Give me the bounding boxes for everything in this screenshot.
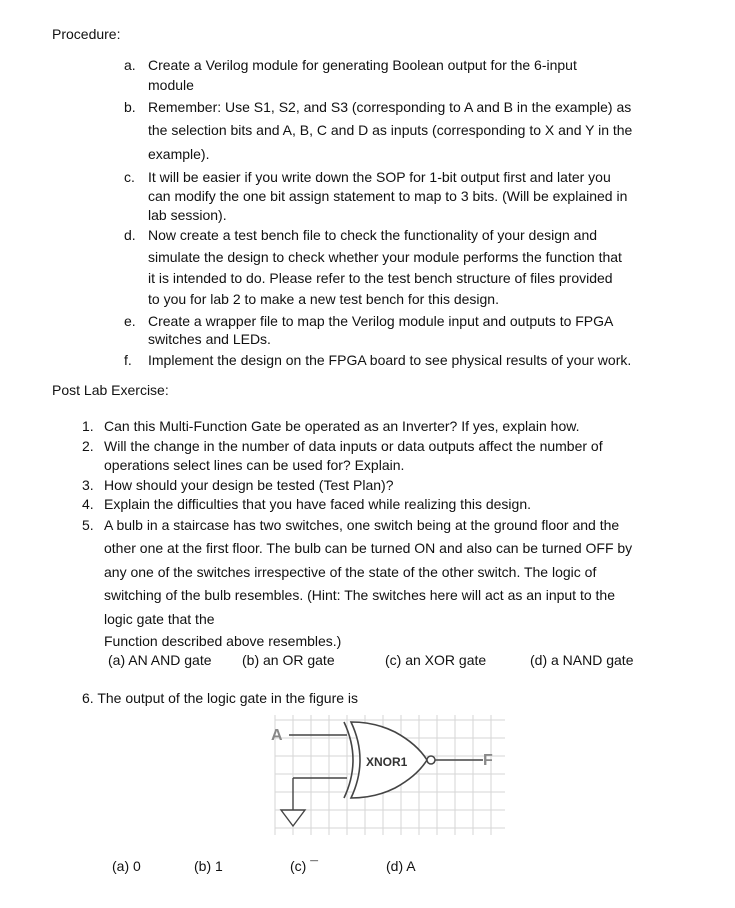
procedure-item-d-line-1: Now create a test bench file to check the functionality of your design and bbox=[148, 227, 598, 243]
procedure-item-a-marker: a. bbox=[124, 57, 136, 73]
post-lab-item-3-marker: 3. bbox=[82, 477, 94, 493]
q5-option-b: (b) an OR gate bbox=[242, 652, 335, 668]
post-lab-item-5-line-3: any one of the switches irrespective of the state of the other switch. The logic of bbox=[104, 564, 597, 580]
procedure-item-e-line-2: switches and LEDs. bbox=[148, 331, 271, 347]
procedure-item-b-marker: b. bbox=[124, 99, 136, 115]
procedure-item-c-marker: c. bbox=[124, 169, 135, 185]
procedure-item-b-line-3: example). bbox=[148, 146, 210, 162]
procedure-item-c-line-3: lab session). bbox=[148, 207, 227, 223]
q6-text: 6. The output of the logic gate in the figure is bbox=[82, 690, 359, 706]
procedure-item-b-line-2: the selection bits and A, B, C and D as inputs (corresponding to X and Y in the bbox=[148, 122, 633, 138]
post-lab-item-2-marker: 2. bbox=[82, 438, 94, 454]
procedure-item-d-line-3: it is intended to do. Please refer to the test bench structure of files provided bbox=[148, 270, 613, 286]
post-lab-item-4-line-1: Explain the difficulties that you have faced while realizing this design. bbox=[104, 496, 531, 512]
post-lab-item-4-marker: 4. bbox=[82, 496, 94, 512]
procedure-item-c-line-2: can modify the one bit assign statement to map to 3 bits. (Will be explained in bbox=[148, 188, 628, 204]
xnor-gate-figure bbox=[265, 710, 515, 840]
post-lab-item-5-line-5: logic gate that the bbox=[104, 611, 215, 627]
post-lab-item-2-line-2: operations select lines can be used for? Explain. bbox=[104, 457, 405, 473]
procedure-item-f-line-1: Implement the design on the FPGA board to see physical results of your work. bbox=[148, 352, 632, 368]
procedure-heading: Procedure: bbox=[52, 26, 121, 42]
procedure-item-e-line-1: Create a wrapper file to map the Verilog module input and outputs to FPGA bbox=[148, 313, 614, 329]
procedure-item-d-line-2: simulate the design to check whether your module performs the function that bbox=[148, 249, 622, 265]
xnor-gate-bubble bbox=[427, 756, 435, 764]
post-lab-heading: Post Lab Exercise: bbox=[52, 382, 169, 398]
post-lab-item-5-line-1: A bulb in a staircase has two switches, one switch being at the ground floor and the bbox=[104, 517, 620, 533]
procedure-item-a-line-1: Create a Verilog module for generating Boolean output for the 6-input bbox=[148, 57, 577, 73]
post-lab-item-2-line-1: Will the change in the number of data inputs or data outputs affect the number of bbox=[104, 438, 603, 454]
procedure-item-a-line-2: module bbox=[148, 77, 194, 93]
post-lab-item-5-line-2: other one at the first floor. The bulb can be turned ON and also can be turned OFF by bbox=[104, 540, 633, 556]
procedure-item-d-line-4: to you for lab 2 to make a new test bench for this design. bbox=[148, 291, 499, 307]
post-lab-item-5-line-6: Function described above resembles.) bbox=[104, 633, 342, 649]
gate-label: XNOR1 bbox=[366, 755, 408, 769]
procedure-item-d-marker: d. bbox=[124, 227, 136, 243]
post-lab-item-1-marker: 1. bbox=[82, 418, 94, 434]
xnor-gate-extra-arc bbox=[344, 722, 353, 798]
ground-icon bbox=[281, 810, 305, 826]
q6-option-a: (a) 0 bbox=[112, 858, 141, 874]
q6-option-b: (b) 1 bbox=[194, 858, 223, 874]
output-f-label: F bbox=[483, 752, 493, 769]
post-lab-item-5-marker: 5. bbox=[82, 517, 94, 533]
q6-option-d: (d) A bbox=[386, 858, 416, 874]
procedure-item-b-line-1: Remember: Use S1, S2, and S3 (corresponding to A and B in the example) as bbox=[148, 99, 632, 115]
post-lab-item-1-line-1: Can this Multi-Function Gate be operated as an Inverter? If yes, explain how. bbox=[104, 418, 580, 434]
q5-option-d: (d) a NAND gate bbox=[530, 652, 634, 668]
procedure-item-c-line-1: It will be easier if you write down the SOP for 1-bit output first and later you bbox=[148, 169, 611, 185]
q5-option-a: (a) AN AND gate bbox=[108, 652, 212, 668]
post-lab-item-3-line-1: How should your design be tested (Test Plan)? bbox=[104, 477, 394, 493]
q5-option-c: (c) an XOR gate bbox=[385, 652, 487, 668]
q6-option-c: (c) ¯ bbox=[290, 858, 318, 874]
procedure-item-e-marker: e. bbox=[124, 313, 136, 329]
post-lab-item-5-line-4: switching of the bulb resembles. (Hint: The switches here will act as an input to the bbox=[104, 587, 615, 603]
input-a-label: A bbox=[271, 727, 283, 744]
procedure-item-f-marker: f. bbox=[124, 352, 132, 368]
